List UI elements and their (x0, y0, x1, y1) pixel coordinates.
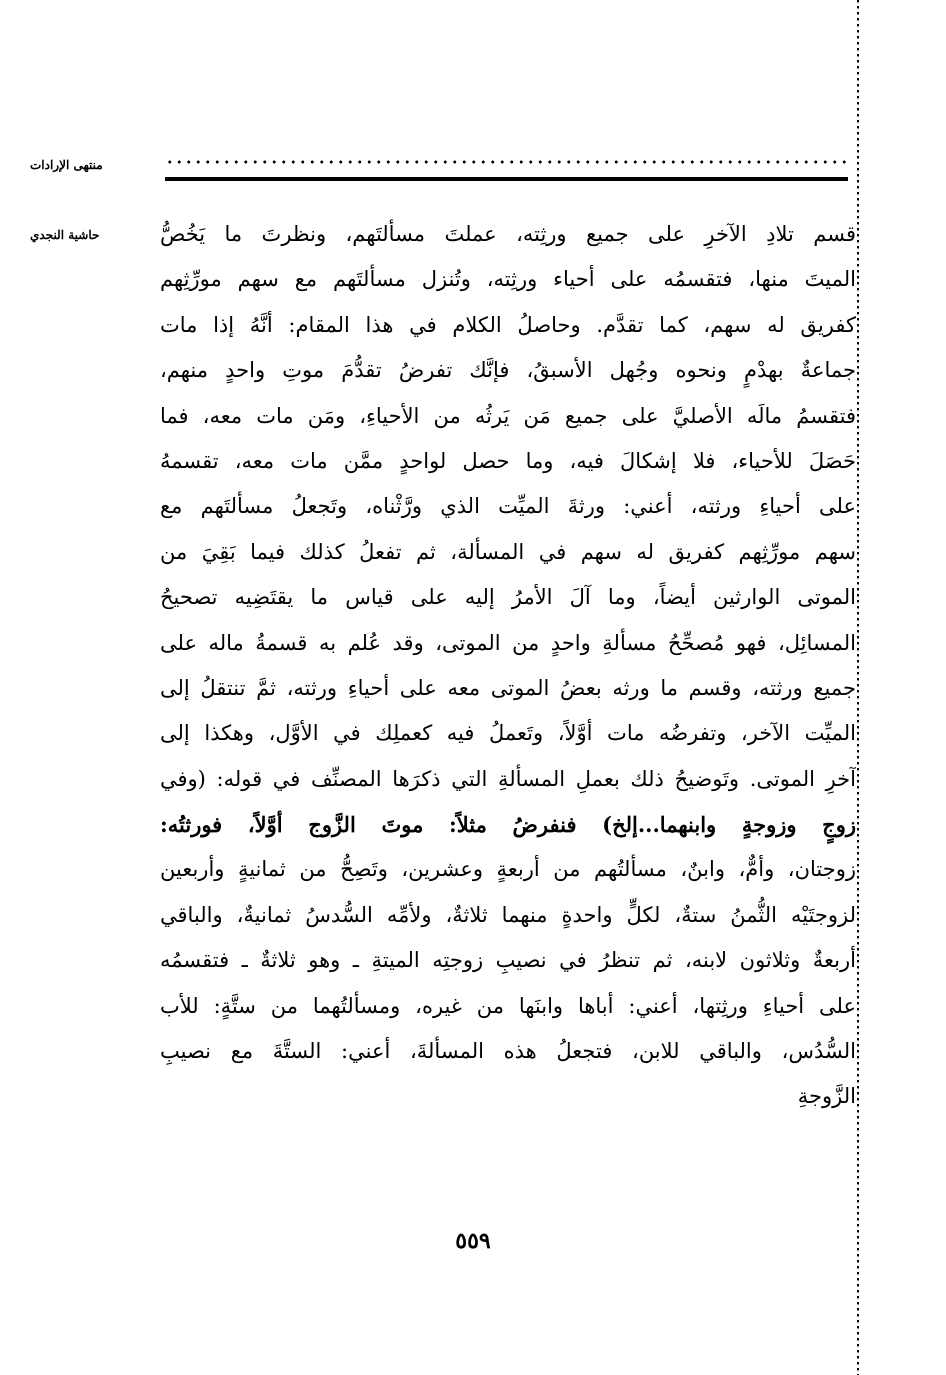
gloss-label: حاشية النجدي (30, 228, 100, 242)
text-line: على أحياءِ ورثته، أعني: ورثةَ الميِّت الذي ورَّثْناه، وتَجعلُ مسألتَهم مع (160, 494, 856, 519)
text-line: الميتَ منها، فتقسمُه على أحياء ورثِته، وتُنزل مسألتَهم مع سهم مورِّثِهم (160, 267, 856, 292)
body-text (160, 212, 856, 1120)
text-line: آخرِ الموتى. وتَوضيحُ ذلك بعملِ المسألةِ التي ذكرَها المصنِّف في قوله: (وفي (160, 766, 856, 791)
text-line: سهم مورِّثِهم كفريق له سهم في المسألة، ثم تفعلُ كذلك فيما بَقِيَ من (160, 539, 856, 564)
text-line: المسائِل، فهو مُصحِّحُ مسألةِ واحدٍ من الموتى، وقد عُلم به قسمةُ ماله على (160, 630, 856, 655)
text-line: الميِّت الآخر، وتفرضُه مات أوَّلاً، وتَعملُ فيه كعملِك في الأوَّل، وهكذا إلى (160, 721, 856, 746)
header-solid-rule (165, 177, 848, 181)
text-line: لزوجتَيْه الثُّمنُ ستةٌ، لكلٍّ واحدةٍ منهما ثلاثةٌ، ولأمِّه السُّدسُ ثمانيةٌ، والباقي (160, 902, 856, 927)
text-line: جميع ورثته، وقسم ما ورثه بعضُ الموتى معه على أحياءِ ورثته، ثمَّ تنتقلُ إلى (160, 675, 856, 700)
running-title: منتهى الإرادات (30, 158, 103, 172)
text-line: السُّدُس، والباقي للابن، فتجعلُ هذه المسألةَ، أعني: الستَّةَ مع نصيبِ (160, 1039, 856, 1064)
text-line: الزَّوجةِ (797, 1084, 856, 1109)
text-line: كفريق له سهم، كما تقدَّم. وحاصلُ الكلام في هذا المقام: أنَّهُ إذا مات (160, 312, 856, 337)
text-line: فتقسمُ مالَه الأصليَّ على جميع مَن يَرثُه من الأحياءِ، ومَن مات معه، فما (160, 403, 856, 428)
text-line: على أحياءِ ورثِتها، أعني: أباها وابنَها من غيره، ومسألتُهما من ستَّةٍ: للأب (160, 993, 856, 1018)
text-line: حَصَلَ للأحياء، فلا إشكالَ فيه، وما حصل لواحدٍ ممَّن مات معه، تقسمهُ (160, 448, 856, 473)
text-line: جماعةٌ بهدْمٍ ونحوه وجُهل الأسبقُ، فإنَّك تفرضُ تقدُّمَ موتِ واحدٍ منهم، (160, 358, 856, 383)
page-header (0, 150, 946, 190)
header-dotted-rule (165, 160, 848, 164)
page-edge-dotted-line (857, 0, 859, 1375)
text-line-quoted: زوجٍ وزوجةٍ وابنهما...إلخ) فنفرضُ مثلاً: موتَ الزَّوج أوَّلاً، فورثتُه: (160, 812, 856, 838)
page-number: ٥٥٩ (455, 1228, 491, 1254)
text-line: قسم تلادِ الآخرِ على جميع ورثِته، عملتَ مسألتَهم، ونظرتَ ما يَخُصُّ (160, 222, 856, 246)
text-line: أربعةٌ وثلاثون لابنه، ثم تنظرُ في نصيبِ زوجتِه الميتةِ ـ وهو ثلاثةٌ ـ فتقسمُه (160, 948, 856, 973)
text-line: زوجتان، وأمٌّ، وابنٌ، مسألتُهم من أربعةٍ وعشرين، وتَصِحُّ من ثمانيةٍ وأربعين (160, 857, 856, 882)
text-line: الموتى الوارثين أيضاً، وما آلَ الأمرُ إليه على قياس ما يقتَضِيه تصحيحُ (160, 585, 856, 610)
